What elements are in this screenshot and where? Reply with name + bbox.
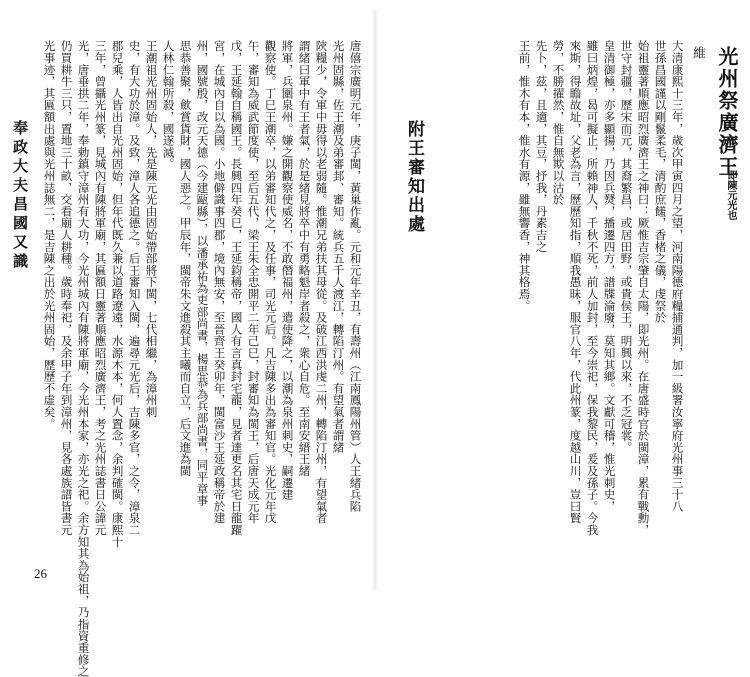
signature: 奉政大夫昌國又識 — [11, 120, 29, 272]
right-body-column-7: 來斯，得瞻故址，父老為言，歷歷知指，順我愚昧，服官八年，代此州篆，度越山川，豈曰賢 — [568, 40, 583, 524]
right-page — [375, 0, 750, 600]
right-body-column-2: 世孫昌國謹以剛鬣柔毛，清酌庶饈，香楮之儀，虔祭於 — [653, 40, 668, 324]
left-body-column-14: 史，有大功於漳。及致，漳人各追德之。后王審知入閩，遍尋元光后，吉陳多官，之令，漳泉二 — [127, 40, 142, 536]
left-body-column-4: 謂緒曰軍中有王者氣，於是緒見將卒中有勇略魁岸者殺之，衆心自危。至南安縉王緒 — [297, 40, 312, 477]
right-body-column-6: 雖曰炳煌，曷可擬止，所賴神人，千秋不死，前人加封，至今崇祀，保我黎民，爰及孫子。今我 — [585, 40, 600, 536]
right-body-column-4: 世守封疆，歷宋而元，其裔繁昌，或居田野，或貴侯王，明興以來，不乏冠裳。 — [619, 40, 634, 453]
left-body-column-18: 仍買耕牛三只，置地三十畝，交看廟人耕種。歲時奉祀，及余甲子年到漳州，見各處族譜皆書元 — [59, 40, 74, 536]
left-body-column-15: 郡兒乘，人皆出自光州固始，但年代既久兼以道路遼遠，水源木本，何人置念，余判確閩。康熙十 — [110, 40, 125, 548]
right-body-column-10: 王前，惟木有本，惟水有源，雖無響香，神其格焉。 — [517, 40, 532, 312]
page-title: 光州祭廣濟王 — [715, 46, 739, 178]
left-body-column-2: 光州固縣，佐王潮及弟審邽、審知。統兵五千人渡江，轉陷汀州。有望氣者謂緒 — [331, 40, 346, 453]
left-body-column-12: 人林仁翰所殺，國遂滅。 — [161, 40, 176, 170]
left-body-column-8: 戊，王延翰自稱國王。長興四年癸巳，王延鈞稱帝，國人有言真封宅龍，見者達更名其宅日龍躍 — [229, 40, 244, 536]
left-body-column-3: 陝糧少，令軍中毋得以老弱隨。惟潮兄弟扶其母從。及破江西洪虔二州，轉陷汀州，有望氣者 — [314, 40, 329, 524]
right-body-column-1: 大清康熙十三年，歲次甲寅四月之望，河南陽德府糧捕通判，加一級署汝寧府光州事三十八 — [670, 40, 685, 512]
left-body-column-1: 唐僖宗廣明元年，庚子閩，黃巢作亂。元和元年辛丑，有壽州（江南鳳陽州管）人王緒兵陷 — [348, 40, 363, 512]
left-body-column-17: 光，唐垂拱二年，奉勅鎮守漳州有大功，今光州城內有陳將軍廟，今光州本家，亦光之祀。余方知其為始祖，乃指資重修之 — [76, 40, 91, 677]
appendix-title: 附王審知出處 — [404, 120, 424, 234]
left-body-column-10: 州，國號殷，改元天德（今建甌縣），以潘承祐為吏部尚書，楊思恭為兵部尚書，同平章事 — [195, 40, 210, 507]
right-body-column-8: 勞，不勝擢然，惟自無欺以沽於 — [551, 40, 566, 206]
left-body-column-11: 思恭善聚，歛賞貨財，國人惡之。甲辰年，閩帝朱文進殺其主曦而自立，后文進為閩 — [178, 40, 193, 477]
left-body-column-7: 午，審知為威武節度使，至后五代，梁王朱全忠開平二年己巳，封審知為閩王，后唐天成元年 — [246, 40, 261, 524]
left-body-column-16: 三年，曾攝光州篆，見城內有陳將軍廟，其匾額日靈著順應昭烈廣濟王，考之光州誌書日公諱元 — [93, 40, 108, 536]
page-title-note: 即陳元光也 — [725, 170, 736, 220]
right-body-column-5: 皇清御極，亦多顯揚，乃因兵燹，播遷四方，譜牒淪廢，莫知其鄉。文獻可稽，惟光刺史， — [602, 40, 617, 512]
left-body-column-9: 宮，在城內自以為國。小地僻識事四郡，境內無安，至晉齊王癸卯年，閩富沙王延政稱帝於建 — [212, 40, 227, 524]
left-body-column-19: 光事迹，其匾額出處與光州誌無二，是吉陳之出於光州固始，歷歷不虛矣。 — [42, 40, 57, 430]
right-body-column-9: 先卜，茲，且適，其豆，抒我，丹素吉之 — [534, 40, 549, 253]
right-body-column-3: 始祖靈著順應昭烈廣濟王之神曰：厥惟吉宗肇自太陽，即光州。在唐盛時官於閩漳，累有戰勳， — [636, 40, 651, 536]
left-body-column-5: 將軍，兵圍泉州。嫌之開觀察使威名，不敢僭福州，遣使降之，以潮為泉州刺史，嗣遷建 — [280, 40, 295, 501]
wei-character: 維 — [690, 46, 705, 59]
left-body-column-13: 王潮祖光州固始人，先是陳元光由固始帶部將下閩，七代相繼，為漳州刺 — [144, 40, 159, 418]
page-number: 26 — [34, 566, 47, 581]
left-body-column-6: 觀察使。丁巳王潮卒，以弟審知代之，及任事，司光元后。凡吉陳多出為審知官。光化元年戊 — [263, 40, 278, 524]
